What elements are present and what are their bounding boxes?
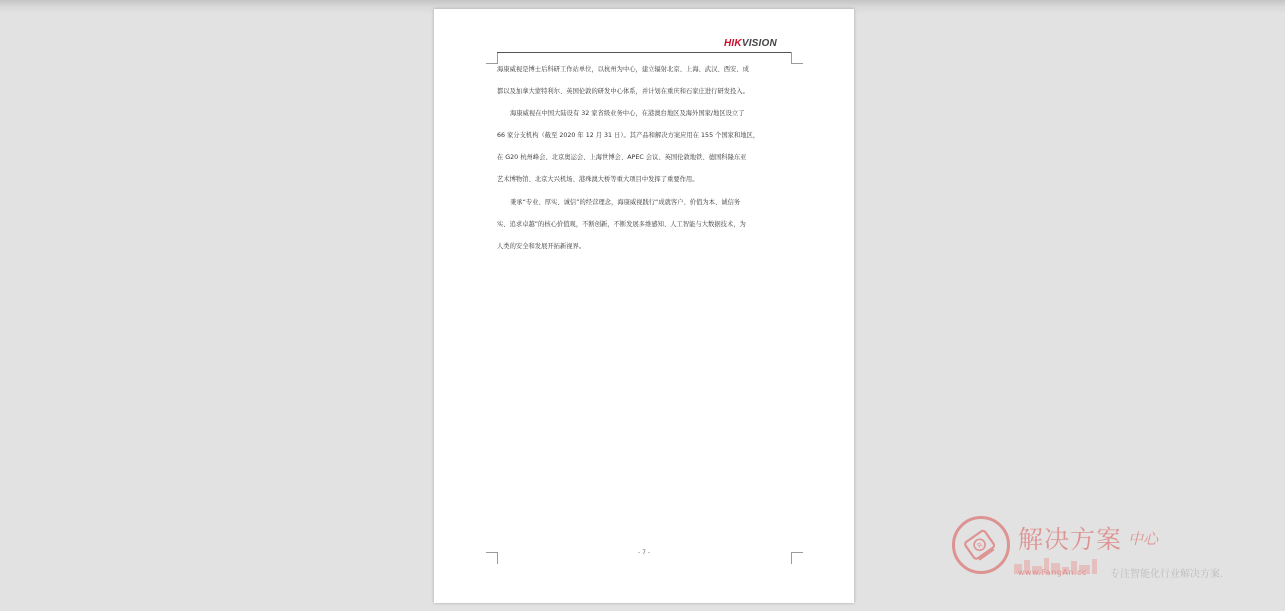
hikvision-logo — [724, 38, 777, 49]
document-page — [434, 9, 854, 603]
watermark-logo-icon — [952, 516, 1010, 574]
watermark-title-small: 中心 — [1128, 530, 1159, 548]
body-line: 实、追求卓越”的核心价值观，不断创新，不断发展多维感知、人工智能与大数据技术，为 — [497, 221, 746, 228]
svg-text:R: R — [975, 540, 985, 551]
logo-hik-text: HIK — [724, 38, 742, 49]
logo-vision-text: VISION — [741, 38, 777, 49]
watermark-slogan: 专注智能化行业解决方案. — [1110, 569, 1224, 580]
body-line: 在 G20 杭州峰会、北京奥运会、上海世博会、APEC 会议、英国伦敦地铁、德国科隆东亚 — [497, 154, 747, 161]
body-line: 人类的安全和发展开拓新视界。 — [497, 243, 586, 250]
crop-mark-top-right — [791, 52, 803, 64]
body-line: 66 家分支机构（截至 2020 年 12 月 31 日）。其产品和解决方案应用在 155 个国家和地区， — [497, 132, 760, 139]
crop-mark-top-left — [486, 52, 498, 64]
page-number: - 7 - — [638, 549, 650, 556]
watermark-title: 解决方案 — [1018, 525, 1123, 554]
body-line: 海康威视在中国大陆设有 32 家省级业务中心，在港澳台地区及海外国家/地区设立了 — [510, 110, 745, 117]
watermark — [950, 514, 1270, 594]
body-line: 海康威视是博士后科研工作站单位，以杭州为中心，建立辐射北京、上海、武汉、西安、成 — [497, 66, 749, 73]
body-line: 艺术博物馆、北京大兴机场、港珠澳大桥等重大项目中发挥了重要作用。 — [497, 176, 699, 183]
header-rule — [497, 52, 791, 53]
watermark-url: www.FangAn.cc — [1018, 568, 1087, 577]
body-line: 秉承“专业、厚实、诚信”的经营理念，海康威视践行“成就客户、价值为本、诚信务 — [510, 199, 741, 206]
body-line: 都以及加拿大蒙特利尔、英国伦敦的研发中心体系，并计划在重庆和石家庄进行研发投入。 — [497, 88, 749, 95]
